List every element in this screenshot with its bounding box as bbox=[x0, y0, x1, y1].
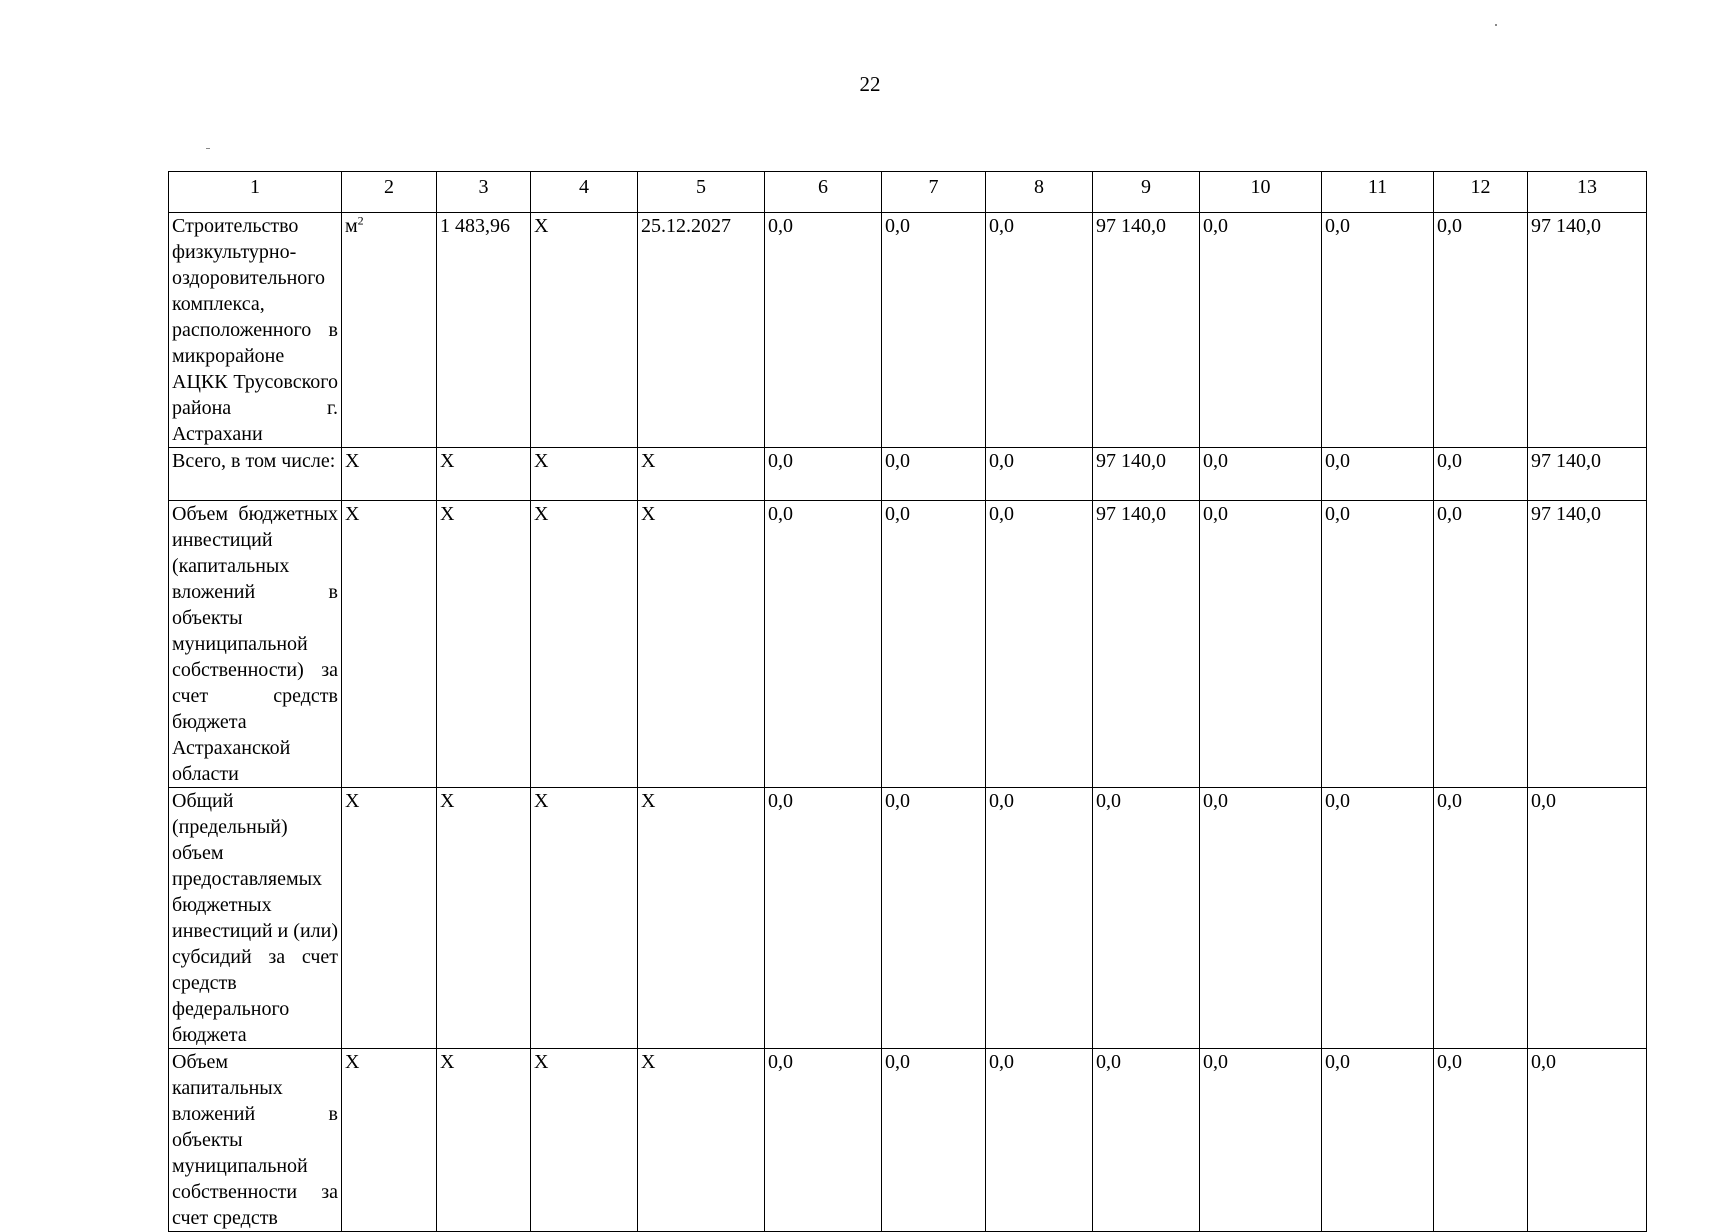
column-number: 9 bbox=[1093, 172, 1200, 213]
value-cell: 0,0 bbox=[882, 501, 986, 788]
value-cell: 0,0 bbox=[1322, 501, 1434, 788]
value-cell: 0,0 bbox=[1528, 788, 1647, 1049]
value-cell: 0,0 bbox=[882, 788, 986, 1049]
value-cell: 0,0 bbox=[986, 213, 1093, 448]
value-cell: 0,0 bbox=[1434, 1049, 1528, 1232]
value-cell: 0,0 bbox=[1434, 788, 1528, 1049]
row-label: Всего, в том числе: bbox=[169, 448, 342, 501]
column-number: 6 bbox=[765, 172, 882, 213]
table-row bbox=[169, 448, 1647, 501]
value-cell: 0,0 bbox=[986, 501, 1093, 788]
value-cell: X bbox=[638, 501, 765, 788]
value-cell: 0,0 bbox=[1200, 788, 1322, 1049]
value-cell: 0,0 bbox=[1434, 448, 1528, 501]
value-cell: 0,0 bbox=[1322, 213, 1434, 448]
column-number: 5 bbox=[638, 172, 765, 213]
value-cell: 97 140,0 bbox=[1093, 448, 1200, 501]
value-cell: X bbox=[531, 448, 638, 501]
scan-speck bbox=[206, 148, 210, 149]
value-cell: 0,0 bbox=[1200, 448, 1322, 501]
value-cell: 0,0 bbox=[882, 448, 986, 501]
value-cell: X bbox=[638, 788, 765, 1049]
value-cell: 0,0 bbox=[986, 448, 1093, 501]
column-number: 11 bbox=[1322, 172, 1434, 213]
table-row bbox=[169, 1049, 1647, 1232]
value-cell: 97 140,0 bbox=[1093, 213, 1200, 448]
value-cell: X bbox=[437, 448, 531, 501]
table-header-row bbox=[169, 172, 1647, 213]
value-cell: 0,0 bbox=[1322, 448, 1434, 501]
value-cell: 0,0 bbox=[1434, 213, 1528, 448]
value-cell: 1 483,96 bbox=[437, 213, 531, 448]
value-cell: 25.12.2027 bbox=[638, 213, 765, 448]
unit-superscript: 2 bbox=[357, 213, 364, 228]
value-cell: 97 140,0 bbox=[1528, 213, 1647, 448]
value-cell: 0,0 bbox=[1200, 501, 1322, 788]
value-cell: 0,0 bbox=[765, 448, 882, 501]
value-cell: 0,0 bbox=[986, 1049, 1093, 1232]
table-row bbox=[169, 501, 1647, 788]
unit-text: м bbox=[345, 215, 358, 237]
value-cell: 0,0 bbox=[882, 1049, 986, 1232]
value-cell: X bbox=[638, 1049, 765, 1232]
column-number: 2 bbox=[342, 172, 437, 213]
value-cell: X bbox=[437, 1049, 531, 1232]
value-cell: X bbox=[437, 501, 531, 788]
column-number: 10 bbox=[1200, 172, 1322, 213]
value-cell: X bbox=[531, 213, 638, 448]
value-cell: X bbox=[437, 788, 531, 1049]
investment-table bbox=[168, 171, 1647, 1232]
value-cell: 0,0 bbox=[1434, 501, 1528, 788]
column-number: 8 bbox=[986, 172, 1093, 213]
value-cell: 97 140,0 bbox=[1093, 501, 1200, 788]
table-row bbox=[169, 788, 1647, 1049]
unit-cell: X bbox=[342, 501, 437, 788]
value-cell: 97 140,0 bbox=[1528, 448, 1647, 501]
row-label: Объем капитальных вложений в объекты муниципальной собственности за счет средств bbox=[169, 1049, 342, 1232]
unit-cell: X bbox=[342, 448, 437, 501]
value-cell: 0,0 bbox=[1322, 788, 1434, 1049]
row-label: Общий (предельный) объем предоставляемых бюджетных инвестиций и (или) субсидий за счет средств федерального бюджета bbox=[169, 788, 342, 1049]
value-cell: X bbox=[531, 1049, 638, 1232]
row-label: Объем бюджетных инвестиций (капитальных вложений в объекты муниципальной собственности) за счет средств бюджета Астраханской области bbox=[169, 501, 342, 788]
value-cell: 0,0 bbox=[1200, 1049, 1322, 1232]
value-cell: X bbox=[531, 788, 638, 1049]
value-cell: X bbox=[531, 501, 638, 788]
value-cell: 0,0 bbox=[1093, 788, 1200, 1049]
value-cell: 0,0 bbox=[1093, 1049, 1200, 1232]
column-number: 4 bbox=[531, 172, 638, 213]
value-cell: 0,0 bbox=[882, 213, 986, 448]
table-row bbox=[169, 213, 1647, 448]
value-cell: 97 140,0 bbox=[1528, 501, 1647, 788]
row-label: Строительство физкультурно-оздоровительного комплекса, расположенного в микрорайоне АЦКК Трусовского района г. Астрахани bbox=[169, 213, 342, 448]
column-number: 12 bbox=[1434, 172, 1528, 213]
value-cell: 0,0 bbox=[765, 501, 882, 788]
value-cell: 0,0 bbox=[765, 1049, 882, 1232]
scan-speck bbox=[1495, 24, 1497, 26]
page-number: 22 bbox=[859, 72, 881, 96]
value-cell: X bbox=[638, 448, 765, 501]
unit-cell bbox=[342, 213, 437, 448]
value-cell: 0,0 bbox=[1322, 1049, 1434, 1232]
value-cell: 0,0 bbox=[765, 213, 882, 448]
value-cell: 0,0 bbox=[765, 788, 882, 1049]
unit-cell: X bbox=[342, 788, 437, 1049]
value-cell: 0,0 bbox=[1528, 1049, 1647, 1232]
column-number: 7 bbox=[882, 172, 986, 213]
value-cell: 0,0 bbox=[1200, 213, 1322, 448]
column-number: 1 bbox=[169, 172, 342, 213]
column-number: 3 bbox=[437, 172, 531, 213]
unit-cell: X bbox=[342, 1049, 437, 1232]
column-number: 13 bbox=[1528, 172, 1647, 213]
value-cell: 0,0 bbox=[986, 788, 1093, 1049]
